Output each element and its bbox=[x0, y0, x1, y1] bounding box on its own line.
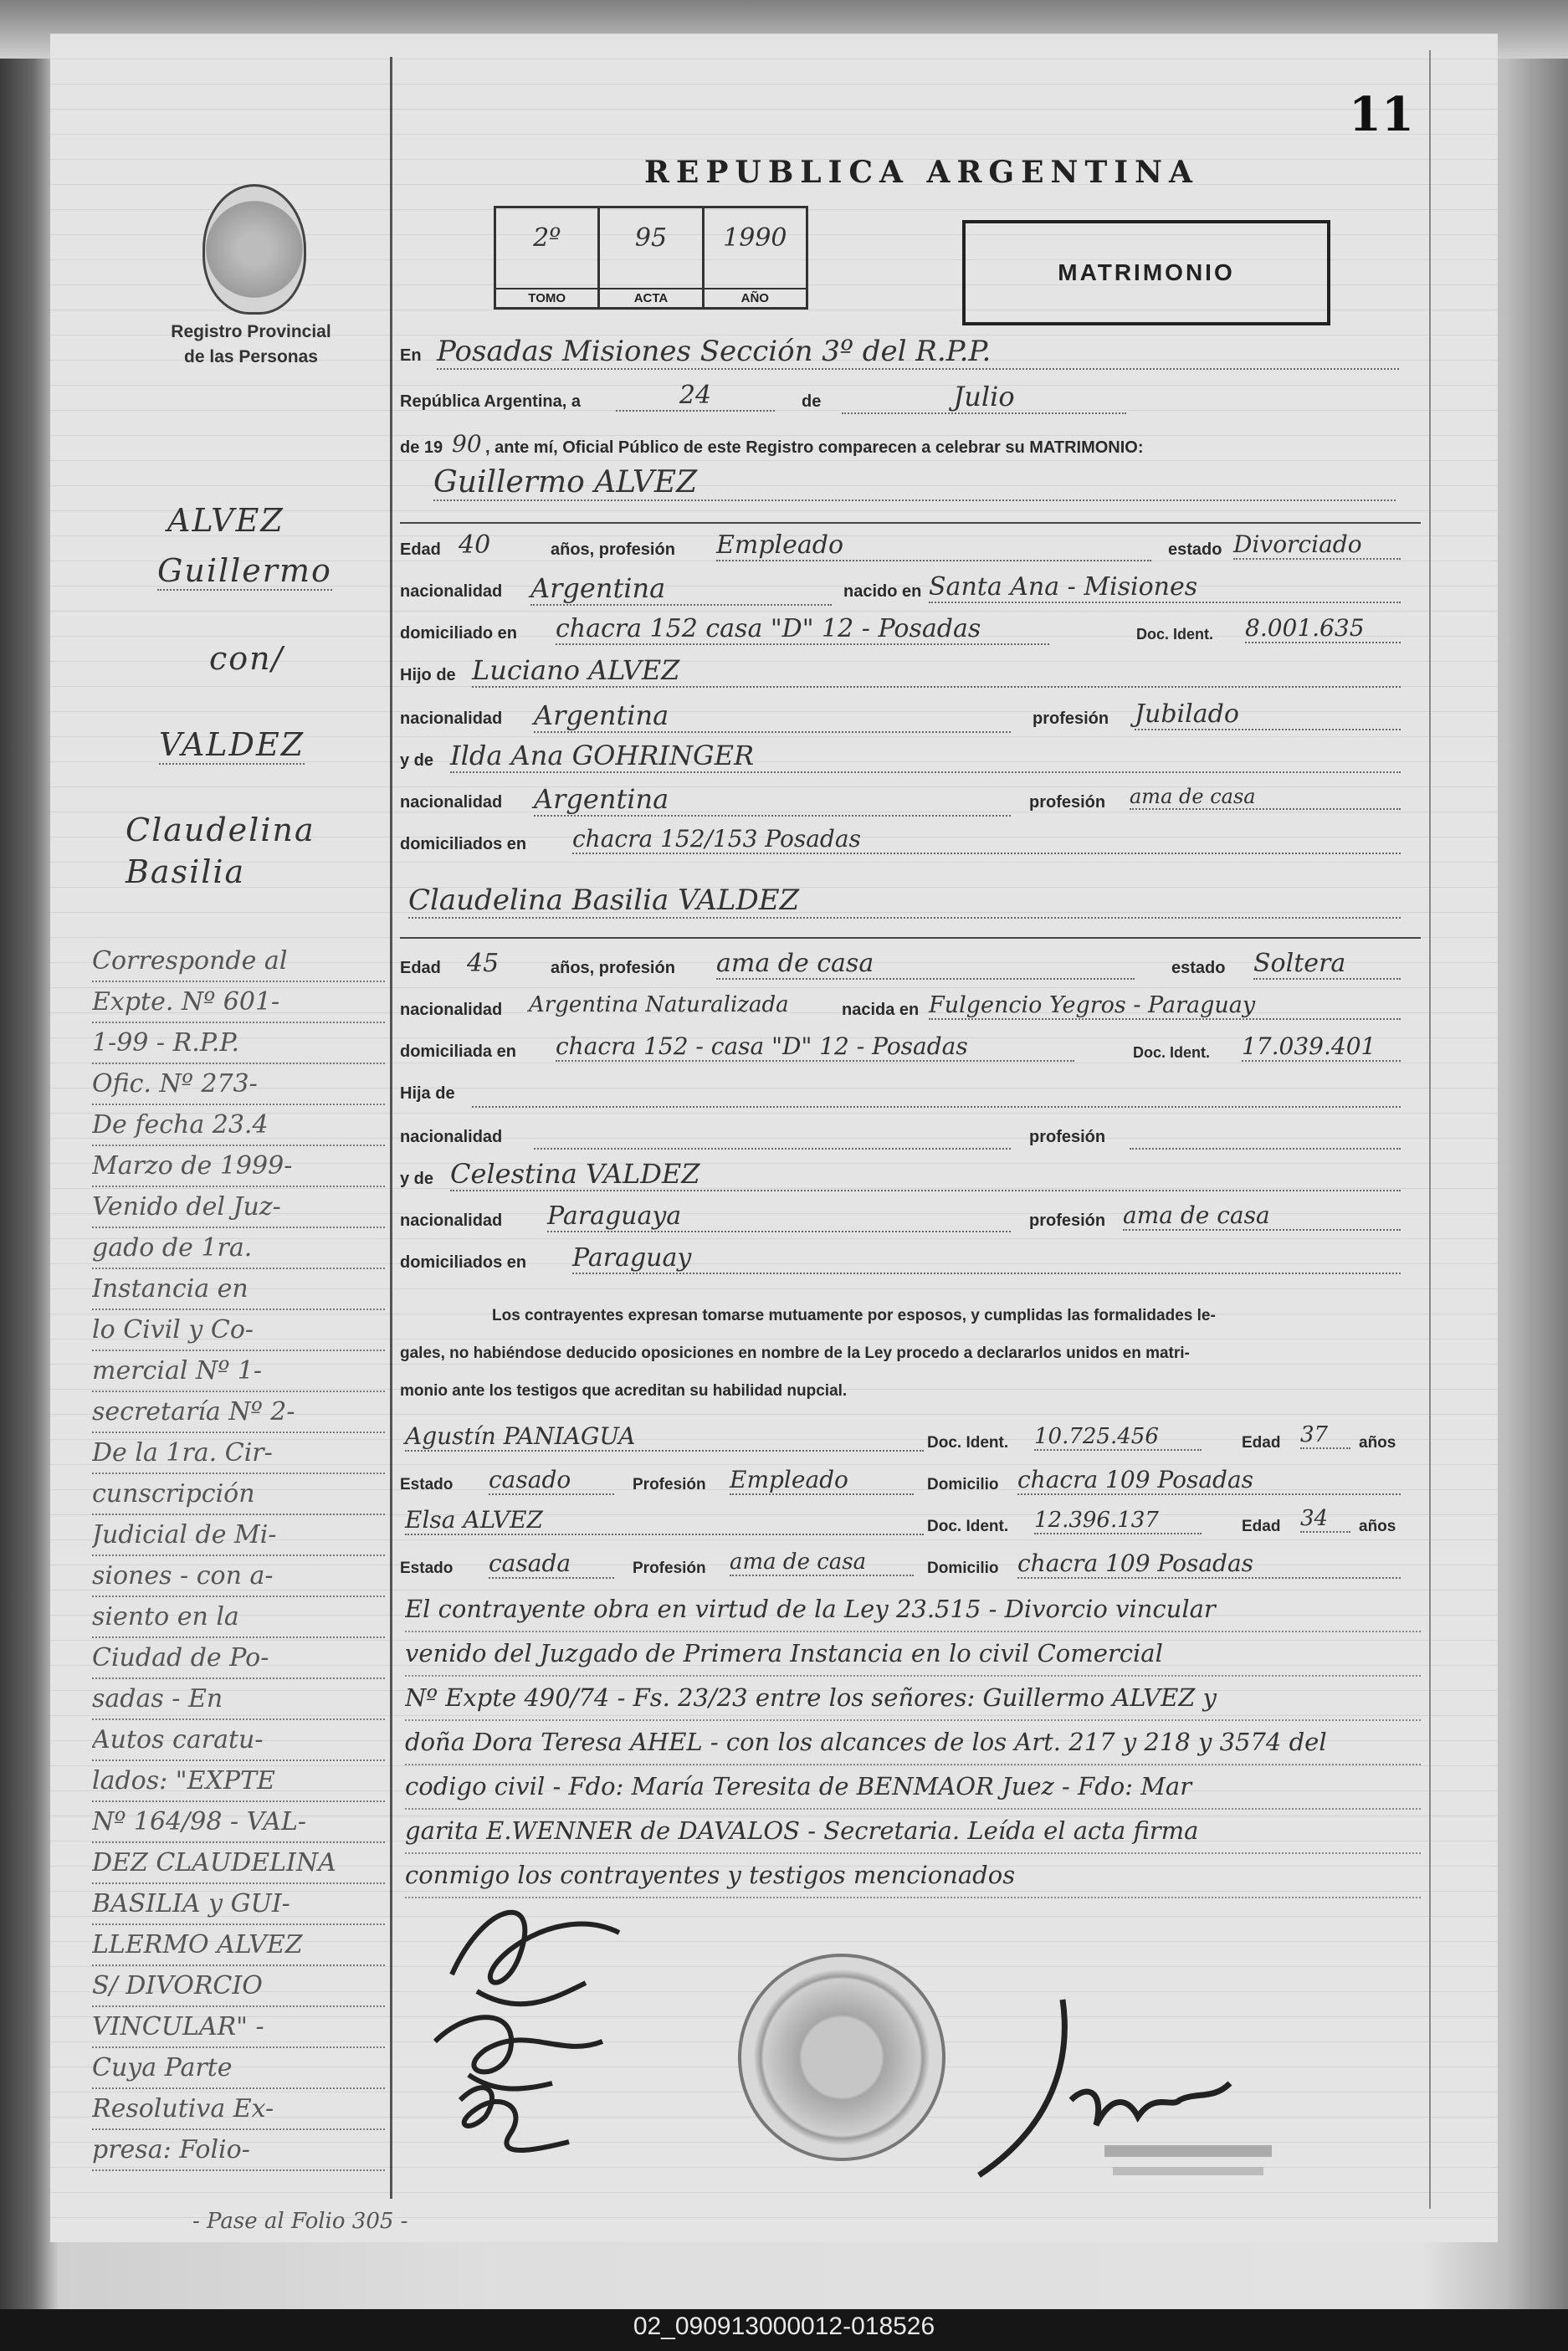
margin-note-line: 1-99 - R.P.P. bbox=[92, 1023, 385, 1064]
note-line: doña Dora Teresa AHEL - con los alcances de los Art. 217 y 218 y 3574 del bbox=[405, 1721, 1421, 1765]
separator-bride bbox=[400, 937, 1421, 939]
country-title: REPUBLICA ARGENTINA bbox=[644, 155, 1199, 190]
margin-note-line: siento en la bbox=[92, 1597, 385, 1638]
registry-line-1: Registro Provincial bbox=[171, 322, 331, 341]
groom-parents-domicile: chacra 152/153 Posadas bbox=[572, 825, 1401, 854]
de-label: de bbox=[802, 392, 822, 411]
bride-mother-nationality: Paraguaya bbox=[547, 1201, 1011, 1232]
groom-age-row bbox=[400, 529, 1421, 571]
groom-name: Guillermo ALVEZ bbox=[433, 465, 1396, 501]
groom-domicile: chacra 152 casa "D" 12 - Posadas bbox=[556, 614, 1049, 645]
bride-father bbox=[472, 1073, 1401, 1108]
witness2-prof-label: Profesión bbox=[633, 1560, 706, 1577]
margin-note-line: Venido del Juz- bbox=[92, 1187, 385, 1228]
margin-note-line: Expte. Nº 601- bbox=[92, 982, 385, 1023]
bride-domicile-row bbox=[400, 1031, 1421, 1073]
bride-nacida-label: nacida en bbox=[842, 1001, 920, 1019]
page-number: 11 bbox=[1349, 87, 1414, 142]
bride-name-row bbox=[400, 880, 1421, 930]
margin-note-line: BASILIA y GUI- bbox=[92, 1884, 385, 1925]
separator-groom bbox=[400, 522, 1421, 524]
margin-note-line: secretaría Nº 2- bbox=[92, 1392, 385, 1433]
witness1-edad-label: Edad bbox=[1242, 1434, 1281, 1452]
bride-parents-domicile: Paraguay bbox=[572, 1243, 1401, 1274]
place-value: Posadas Misiones Sección 3º del R.P.P. bbox=[437, 335, 1399, 370]
bride-mother-nat-label: nacionalidad bbox=[400, 1211, 503, 1230]
margin-note-line: Cuya Parte bbox=[92, 2048, 385, 2089]
witness1-doc-label: Doc. Ident. bbox=[927, 1434, 1009, 1452]
bride-domicilio-label: domiciliada en bbox=[400, 1042, 516, 1061]
witness1-domicile: chacra 109 Posadas bbox=[1017, 1466, 1401, 1495]
bride-mother-prof-label: profesión bbox=[1029, 1211, 1106, 1230]
bride-father-nationality-blank bbox=[534, 1116, 1011, 1150]
groom-estado-label: estado bbox=[1168, 540, 1222, 559]
declaration-line-1: Los contrayentes expresan tomarse mutuamente por esposos, y cumplidas las formalidades le- bbox=[492, 1307, 1216, 1324]
groom-hijo-label: Hijo de bbox=[400, 666, 456, 684]
bride-birthplace: Fulgencio Yegros - Paraguay bbox=[929, 992, 1401, 1020]
margin-given-2a: Claudelina bbox=[126, 812, 315, 848]
bride-age-row bbox=[400, 947, 1421, 989]
document-id: 02_090913000012-018526 bbox=[633, 2313, 935, 2340]
note-line: garita E.WENNER de DAVALOS - Secretaria. Leída el acta firma bbox=[405, 1810, 1421, 1854]
margin-note-line: siones - con a- bbox=[92, 1556, 385, 1597]
groom-y-de-label: y de bbox=[400, 751, 434, 770]
groom-estado: Divorciado bbox=[1233, 530, 1401, 560]
note-line: conmigo los contrayentes y testigos mencionados bbox=[405, 1854, 1421, 1898]
margin-note-line: lados: "EXPTE bbox=[92, 1761, 385, 1802]
margin-surname-1: ALVEZ bbox=[167, 502, 284, 539]
bride-father-nat-row bbox=[400, 1116, 1421, 1158]
margin-note-line: Judicial de Mi- bbox=[92, 1515, 385, 1556]
witness2-profession: ama de casa bbox=[730, 1549, 914, 1576]
bride-profession: ama de casa bbox=[716, 949, 1135, 980]
note-line: venido del Juzgado de Primera Instancia en lo civil Comercial bbox=[405, 1632, 1421, 1677]
intro-place-row bbox=[400, 335, 1421, 376]
statement-text: , ante mí, Oficial Público de este Registro comparecen a celebrar su MATRIMONIO: bbox=[485, 438, 1144, 457]
margin-note-line: De fecha 23.4 bbox=[92, 1105, 385, 1146]
republica-label: República Argentina, a bbox=[400, 392, 581, 411]
groom-nacionalidad-label: nacionalidad bbox=[400, 582, 503, 601]
bride-estado: Soltera bbox=[1253, 949, 1401, 980]
witness1-name: Agustín PANIAGUA bbox=[405, 1422, 924, 1452]
margin-note-line: LLERMO ALVEZ bbox=[92, 1925, 385, 1966]
groom-nacido-label: nacido en bbox=[843, 582, 922, 601]
witness2-doc-label: Doc. Ident. bbox=[927, 1518, 1009, 1535]
bride-mother-nat-row bbox=[400, 1200, 1421, 1242]
month-value: Julio bbox=[842, 381, 1126, 414]
bride-father-prof-label: profesión bbox=[1029, 1128, 1106, 1146]
margin-note-line: mercial Nº 1- bbox=[92, 1351, 385, 1392]
en-label: En bbox=[400, 346, 422, 365]
witness2-name: Elsa ALVEZ bbox=[405, 1506, 924, 1535]
margin-note-line: Marzo de 1999- bbox=[92, 1146, 385, 1187]
note-line: codigo civil - Fdo: María Teresita de BENMAOR Juez - Fdo: Mar bbox=[405, 1765, 1421, 1810]
coat-of-arms-icon bbox=[202, 184, 306, 315]
day-value: 24 bbox=[616, 381, 775, 412]
witness1-dom-label: Domicilio bbox=[927, 1476, 999, 1493]
bride-parents-dom-label: domiciliados en bbox=[400, 1253, 527, 1272]
witness1-row bbox=[400, 1421, 1421, 1462]
margin-note-line: Ciudad de Po- bbox=[92, 1638, 385, 1679]
groom-doc-label: Doc. Ident. bbox=[1136, 626, 1214, 643]
groom-father-nat-label: nacionalidad bbox=[400, 709, 503, 728]
bride-father-profession-blank bbox=[1130, 1116, 1401, 1150]
groom-age: 40 bbox=[459, 530, 491, 560]
groom-doc: 8.001.635 bbox=[1245, 614, 1401, 643]
groom-father-prof-label: profesión bbox=[1033, 709, 1109, 728]
margin-con: con/ bbox=[209, 640, 284, 677]
witness1-profession: Empleado bbox=[730, 1466, 914, 1495]
groom-father: Luciano ALVEZ bbox=[472, 654, 1401, 688]
witness1-prof-label: Profesión bbox=[633, 1476, 706, 1493]
margin-note-line: cunscripción bbox=[92, 1474, 385, 1515]
acta-label: ACTA bbox=[600, 288, 701, 305]
bride-father-row bbox=[400, 1073, 1421, 1114]
witness2-age: 34 bbox=[1300, 1506, 1350, 1533]
witness2-anos-label: años bbox=[1359, 1518, 1396, 1535]
groom-mother-nat-label: nacionalidad bbox=[400, 793, 503, 812]
official-stamp-icon bbox=[1088, 2132, 1330, 2199]
margin-note-line: Resolutiva Ex- bbox=[92, 2089, 385, 2130]
groom-mother-row bbox=[400, 740, 1421, 781]
bride-parents-dom-row bbox=[400, 1242, 1421, 1283]
bride-father-nat-label: nacionalidad bbox=[400, 1128, 503, 1146]
groom-mother-profession: ama de casa bbox=[1130, 785, 1401, 810]
notes-block bbox=[405, 1588, 1421, 1898]
bride-nacionalidad-label: nacionalidad bbox=[400, 1001, 503, 1019]
groom-mother-nat-row bbox=[400, 781, 1421, 823]
witness1-anos-label: años bbox=[1359, 1434, 1396, 1452]
margin-note-line: presa: Folio- bbox=[92, 2130, 385, 2171]
witness1-details-row bbox=[400, 1462, 1421, 1504]
year-label: de 19 bbox=[400, 438, 443, 457]
declaration-line-3: monio ante los testigos que acreditan su habilidad nupcial. bbox=[400, 1382, 848, 1400]
registry-label bbox=[146, 320, 356, 370]
groom-parents-dom-row bbox=[400, 823, 1421, 865]
groom-birthplace: Santa Ana - Misiones bbox=[929, 572, 1401, 603]
acta-cell bbox=[600, 208, 704, 307]
groom-name-row bbox=[400, 462, 1421, 512]
witness2-dom-label: Domicilio bbox=[927, 1560, 999, 1577]
witness1-age: 37 bbox=[1300, 1422, 1350, 1449]
act-type-box: MATRIMONIO bbox=[962, 220, 1330, 325]
record-box bbox=[494, 206, 808, 310]
groom-father-nationality: Argentina bbox=[534, 699, 1011, 733]
note-line: El contrayente obra en virtud de la Ley 23.515 - Divorcio vincular bbox=[405, 1588, 1421, 1632]
tomo-label: TOMO bbox=[496, 288, 597, 305]
ano-value: 1990 bbox=[723, 223, 787, 253]
bride-name: Claudelina Basilia VALDEZ bbox=[408, 884, 1401, 919]
witness1-estado: casado bbox=[489, 1466, 614, 1495]
tomo-value: 2º bbox=[533, 223, 561, 253]
witness1-estado-label: Estado bbox=[400, 1476, 453, 1493]
margin-note-line: gado de 1ra. bbox=[92, 1228, 385, 1269]
margin-notes bbox=[92, 941, 385, 2171]
margin-note-line: De la 1ra. Cir- bbox=[92, 1433, 385, 1474]
bride-profesion-label: años, profesión bbox=[551, 959, 675, 977]
groom-profession: Empleado bbox=[716, 530, 1151, 561]
bride-estado-label: estado bbox=[1171, 959, 1226, 977]
margin-given-1: Guillermo bbox=[157, 552, 332, 589]
witness2-estado: casada bbox=[489, 1549, 614, 1579]
margin-note-line: VINCULAR" - bbox=[92, 2007, 385, 2048]
signatures-icon bbox=[418, 1882, 669, 2200]
witness2-edad-label: Edad bbox=[1242, 1518, 1281, 1535]
year-value: 90 bbox=[452, 430, 482, 458]
groom-nationality: Argentina bbox=[530, 572, 832, 606]
bride-mother-profession: ama de casa bbox=[1123, 1201, 1401, 1231]
bride-doc-label: Doc. Ident. bbox=[1133, 1044, 1211, 1061]
bride-age: 45 bbox=[467, 949, 500, 978]
bride-mother: Celestina VALDEZ bbox=[450, 1158, 1401, 1191]
bride-mother-row bbox=[400, 1158, 1421, 1200]
groom-profesion-label: años, profesión bbox=[551, 540, 675, 559]
witness2-doc: 12.396.137 bbox=[1034, 1508, 1202, 1534]
witness2-estado-label: Estado bbox=[400, 1560, 453, 1577]
note-line: Nº Expte 490/74 - Fs. 23/23 entre los señores: Guillermo ALVEZ y bbox=[405, 1677, 1421, 1721]
bride-doc: 17.039.401 bbox=[1242, 1032, 1401, 1062]
bride-hija-label: Hija de bbox=[400, 1084, 455, 1103]
registry-line-2: de las Personas bbox=[184, 347, 318, 366]
groom-nationality-row bbox=[400, 571, 1421, 612]
intro-date-row bbox=[400, 381, 1421, 423]
margin-note-line: Corresponde al bbox=[92, 941, 385, 982]
groom-parents-dom-label: domiciliados en bbox=[400, 835, 527, 853]
declaration-line-2: gales, no habiéndose deducido oposiciones en nombre de la Ley procedo a declararlos unidos en matri- bbox=[400, 1345, 1190, 1362]
witness2-details-row bbox=[400, 1546, 1421, 1588]
official-seal-icon bbox=[738, 1954, 945, 2161]
bride-nationality-row bbox=[400, 989, 1421, 1031]
declaration bbox=[400, 1297, 1421, 1410]
bride-edad-label: Edad bbox=[400, 959, 441, 977]
groom-edad-label: Edad bbox=[400, 540, 441, 559]
ano-label: AÑO bbox=[705, 288, 806, 305]
witness2-domicile: chacra 109 Posadas bbox=[1017, 1549, 1401, 1579]
margin-note-line: Ofic. Nº 273- bbox=[92, 1064, 385, 1105]
groom-father-profession: Jubilado bbox=[1135, 699, 1401, 730]
margin-continues: - Pase al Folio 305 - bbox=[192, 2209, 408, 2234]
margin-note-line: sadas - En bbox=[92, 1679, 385, 1720]
margin-given-2b: Basilia bbox=[126, 853, 246, 890]
groom-domicilio-label: domiciliado en bbox=[400, 624, 518, 643]
bride-y-de-label: y de bbox=[400, 1170, 434, 1188]
witness1-doc: 10.725.456 bbox=[1034, 1424, 1202, 1451]
bride-domicile: chacra 152 - casa "D" 12 - Posadas bbox=[556, 1032, 1074, 1062]
ano-cell bbox=[705, 208, 806, 307]
margin-divider bbox=[390, 57, 392, 2199]
bride-nationality: Argentina Naturalizada bbox=[529, 992, 789, 1017]
right-edge-line bbox=[1429, 50, 1431, 2209]
groom-mother: Ilda Ana GOHRINGER bbox=[450, 740, 1401, 773]
groom-father-row bbox=[400, 654, 1421, 696]
groom-mother-prof-label: profesión bbox=[1029, 793, 1106, 812]
margin-surname-2: VALDEZ bbox=[159, 726, 305, 763]
margin-note-line: Nº 164/98 - VAL- bbox=[92, 1802, 385, 1843]
acta-value: 95 bbox=[634, 223, 668, 253]
tomo-cell bbox=[496, 208, 600, 307]
margin-note-line: DEZ CLAUDELINA bbox=[92, 1843, 385, 1884]
margin-note-line: Autos caratu- bbox=[92, 1720, 385, 1761]
margin-note-line: lo Civil y Co- bbox=[92, 1310, 385, 1351]
groom-father-nat-row bbox=[400, 698, 1421, 740]
witness2-row bbox=[400, 1504, 1421, 1546]
groom-domicile-row bbox=[400, 612, 1421, 654]
margin-note-line: S/ DIVORCIO bbox=[92, 1966, 385, 2007]
groom-mother-nationality: Argentina bbox=[534, 783, 1011, 817]
margin-note-line: Instancia en bbox=[92, 1269, 385, 1310]
